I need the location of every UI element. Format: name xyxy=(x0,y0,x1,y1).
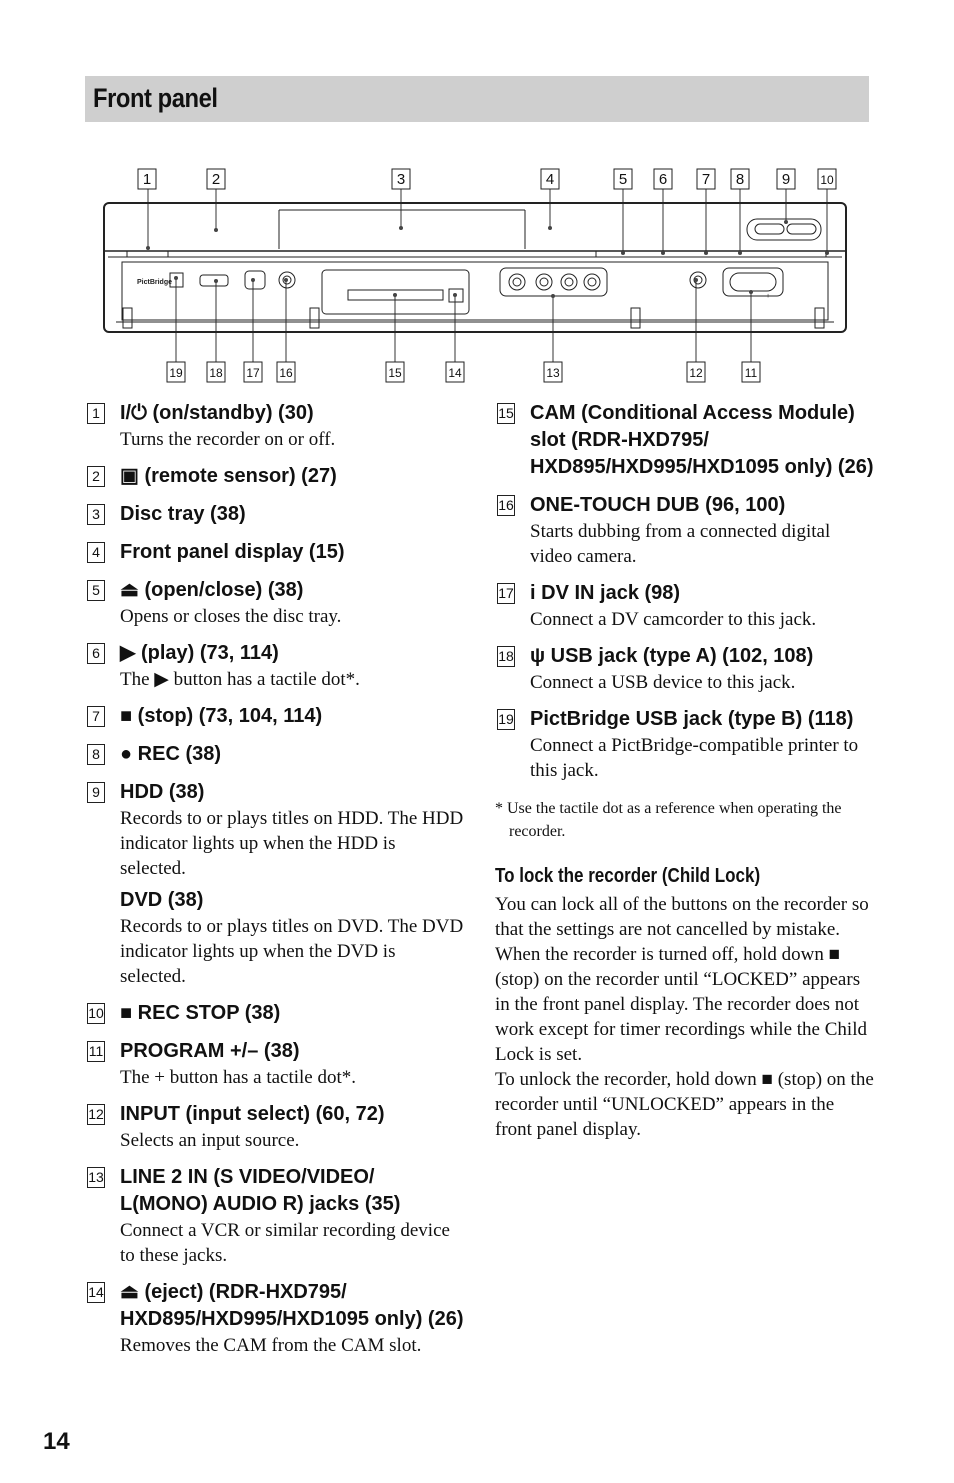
item-title xyxy=(530,400,875,481)
recorder-illustration xyxy=(104,203,846,332)
item-title xyxy=(120,577,465,604)
jack xyxy=(509,274,525,290)
callout-11 xyxy=(742,362,760,382)
footnote: * Use the tactile dot as a reference when operating the recorder. xyxy=(495,800,842,840)
callout-5 xyxy=(614,169,632,189)
svg-text:8: 8 xyxy=(735,171,745,188)
usb-icon: ψ xyxy=(530,645,546,667)
svg-text:13: 13 xyxy=(546,366,560,380)
child-lock-paragraph: You can lock all of the buttons on the recorder so that the settings are not cancelled by mistake. xyxy=(495,894,869,940)
list-item xyxy=(85,1279,465,1358)
callout-19 xyxy=(167,362,185,382)
list-item xyxy=(85,400,465,452)
list-item xyxy=(85,463,465,490)
leader-dot xyxy=(214,279,218,283)
list-item xyxy=(85,1164,465,1268)
callout-3 xyxy=(392,169,410,189)
remote-sensor-icon: ▣ xyxy=(120,465,139,487)
item-title-text: Disc tray (38) xyxy=(120,503,246,525)
list-item xyxy=(495,706,875,783)
leader-dot xyxy=(738,251,742,255)
program-plus-label: + xyxy=(766,293,771,300)
leader-dot xyxy=(784,220,788,224)
item-title-text: PROGRAM +/– (38) xyxy=(120,1040,300,1062)
svg-text:12: 12 xyxy=(689,366,703,380)
item-title-text: (remote sensor) (27) xyxy=(144,465,337,487)
svg-text:19: 19 xyxy=(169,366,183,380)
section-title: Front panel xyxy=(93,83,218,113)
item-number: 7 xyxy=(87,706,105,727)
item-title-text: REC (38) xyxy=(137,743,222,765)
svg-text:7: 7 xyxy=(701,171,711,188)
jack xyxy=(536,274,552,290)
item-title xyxy=(120,463,465,490)
item-number: 11 xyxy=(87,1041,105,1062)
item-title xyxy=(120,1000,465,1027)
list-item xyxy=(85,1101,465,1153)
list-item xyxy=(85,501,465,528)
callout-13 xyxy=(544,362,562,382)
item-desc: The + button has a tactile dot*. xyxy=(120,1067,357,1088)
item-number: 14 xyxy=(87,1282,105,1303)
item-desc: Selects an input source. xyxy=(120,1130,300,1151)
item-number: 15 xyxy=(497,403,515,424)
leader-dot xyxy=(749,290,753,294)
item-title-text: DV IN jack (98) xyxy=(541,582,681,604)
stop-icon: ■ xyxy=(828,944,841,965)
list-item xyxy=(85,640,465,692)
item-title xyxy=(120,640,465,667)
eject-icon: ⏏ xyxy=(120,1281,139,1303)
description-column-left xyxy=(85,400,465,1369)
pictbridge-label: PictBridge xyxy=(137,279,173,286)
item-number: 12 xyxy=(87,1104,105,1125)
item-title-text: (on/standby) (30) xyxy=(152,402,314,424)
leader-dot xyxy=(694,278,698,282)
item-title xyxy=(120,400,465,427)
svg-text:15: 15 xyxy=(388,366,402,380)
callout-8 xyxy=(731,169,749,189)
svg-text:6: 6 xyxy=(658,171,668,188)
play-icon: ▶ xyxy=(154,669,169,690)
item-desc-text: button has a tactile dot*. xyxy=(173,669,360,690)
jack xyxy=(561,274,577,290)
svg-text:1: 1 xyxy=(142,171,152,188)
item-title-text: (stop) (73, 104, 114) xyxy=(137,705,323,727)
leader-dot xyxy=(214,228,218,232)
svg-text:18: 18 xyxy=(209,366,223,380)
list-item xyxy=(85,779,465,989)
power-icon: I/⏻ xyxy=(120,402,147,424)
leader-dot xyxy=(548,226,552,230)
svg-text:4: 4 xyxy=(545,171,555,188)
item-title xyxy=(120,1279,465,1333)
list-item xyxy=(495,400,875,481)
item-number: 2 xyxy=(87,466,105,487)
item-number: 17 xyxy=(497,583,515,604)
callout-1 xyxy=(138,169,156,189)
svg-text:17: 17 xyxy=(246,366,260,380)
item-title xyxy=(120,1101,465,1128)
program-minus-label: – xyxy=(735,293,739,300)
jack-inner xyxy=(565,278,573,286)
leader-dot xyxy=(453,293,457,297)
item-title-text: PictBridge USB jack (type B) (118) xyxy=(530,708,854,730)
list-item xyxy=(85,539,465,566)
item-number: 8 xyxy=(87,744,105,765)
item-title xyxy=(120,501,465,528)
item-desc: Records to or plays titles on HDD. The HDD indicator lights up when the HDD is selected. xyxy=(120,808,464,879)
leader-dot xyxy=(825,251,829,255)
callout-4 xyxy=(541,169,559,189)
item-title xyxy=(530,492,875,519)
item-number: 10 xyxy=(87,1003,105,1024)
list-item xyxy=(85,703,465,730)
item-title-text: (play) (73, 114) xyxy=(140,642,279,664)
svg-text:9: 9 xyxy=(781,171,791,188)
item-title-text: Front panel display (15) xyxy=(120,541,345,563)
leader-dot xyxy=(146,246,150,250)
item-title xyxy=(120,1038,465,1065)
list-item xyxy=(85,741,465,768)
jack-inner xyxy=(513,278,521,286)
leader-dot xyxy=(704,251,708,255)
item-title xyxy=(120,1164,465,1218)
item-title xyxy=(120,779,465,806)
stop-icon: ■ xyxy=(120,705,133,727)
eject-icon: ⏏ xyxy=(120,579,139,601)
callout-17 xyxy=(244,362,262,382)
item-number: 1 xyxy=(87,403,105,424)
list-item xyxy=(495,643,875,695)
rec-icon: ● xyxy=(120,743,133,765)
leader-dot xyxy=(399,226,403,230)
item-title-text: ONE-TOUCH DUB (96, 100) xyxy=(530,494,786,516)
item-title-text: REC STOP (38) xyxy=(137,1002,281,1024)
stop-icon: ■ xyxy=(120,1002,133,1024)
list-item xyxy=(85,1000,465,1027)
leader-dot xyxy=(661,251,665,255)
item-title-text: INPUT (input select) (60, 72) xyxy=(120,1103,385,1125)
item-number: 19 xyxy=(497,709,515,730)
svg-text:16: 16 xyxy=(279,366,293,380)
callout-16 xyxy=(277,362,295,382)
callout-15 xyxy=(386,362,404,382)
item-title-text: (eject) (RDR-HXD795/ HXD895/HXD995/HXD1095 only) (26) xyxy=(120,1281,464,1330)
svg-text:3: 3 xyxy=(396,171,406,188)
callout-9 xyxy=(777,169,795,189)
item-title xyxy=(120,703,465,730)
stop-icon: ■ xyxy=(761,1069,773,1090)
svg-text:14: 14 xyxy=(448,366,462,380)
leader-dot xyxy=(251,278,255,282)
page-number: 14 xyxy=(43,1428,70,1455)
leader-dot xyxy=(174,276,178,280)
item-title-text: CAM (Conditional Access Module) slot (RDR-HXD795/ HXD895/HXD995/HXD1095 only) (26) xyxy=(530,402,874,478)
item-title xyxy=(530,643,875,670)
leader-dot xyxy=(393,293,397,297)
callout-2 xyxy=(207,169,225,189)
list-item xyxy=(495,492,875,569)
item-number: 18 xyxy=(497,646,515,667)
item-title xyxy=(120,539,465,566)
callout-18 xyxy=(207,362,225,382)
description-column-right xyxy=(495,400,875,1142)
item-desc: Starts dubbing from a connected digital video camera. xyxy=(530,521,831,567)
item-title-text: USB jack (type A) (102, 108) xyxy=(550,645,814,667)
item-desc-text: The xyxy=(120,669,150,690)
dv-icon: i xyxy=(530,582,536,604)
svg-text:11: 11 xyxy=(744,366,758,380)
item-desc: Connect a DV camcorder to this jack. xyxy=(530,609,817,630)
leader-dot xyxy=(621,251,625,255)
item-desc xyxy=(120,667,465,692)
item-title xyxy=(530,580,875,607)
item-desc: Turns the recorder on or off. xyxy=(120,429,336,450)
jack-inner xyxy=(588,278,596,286)
svg-text:10: 10 xyxy=(820,173,834,187)
item-number: 16 xyxy=(497,495,515,516)
callout-12 xyxy=(687,362,705,382)
leader-dot xyxy=(284,278,288,282)
svg-text:2: 2 xyxy=(211,171,221,188)
item-number: 9 xyxy=(87,782,105,803)
callout-6 xyxy=(654,169,672,189)
callout-10 xyxy=(818,169,836,189)
leader-dot xyxy=(551,294,555,298)
callout-7 xyxy=(697,169,715,189)
item-desc: Connect a VCR or similar recording device to these jacks. xyxy=(120,1220,450,1266)
item-title xyxy=(120,741,465,768)
item-sub-desc: Records to or plays titles on DVD. The DVD indicator lights up when the DVD is selected. xyxy=(120,916,464,987)
item-desc: Opens or closes the disc tray. xyxy=(120,606,342,627)
item-title xyxy=(530,706,875,733)
item-title-text: HDD (38) xyxy=(120,781,205,803)
child-lock-heading: To lock the recorder (Child Lock) xyxy=(495,865,761,887)
front-panel-diagram xyxy=(0,0,954,400)
item-number: 3 xyxy=(87,504,105,525)
child-lock-paragraph: When the recorder is turned off, hold down ■ (stop) on the recorder until “LOCKED” appears in the front panel display. The recorder does not work except for timer recordings while the Child Lock is set. xyxy=(495,944,867,1065)
item-number: 5 xyxy=(87,580,105,601)
list-item xyxy=(495,580,875,632)
play-icon: ▶ xyxy=(120,642,136,664)
item-number: 13 xyxy=(87,1167,105,1188)
item-desc: Connect a USB device to this jack. xyxy=(530,672,796,693)
jack xyxy=(584,274,600,290)
child-lock-paragraph: To unlock the recorder, hold down ■ (stop) on the recorder until “UNLOCKED” appears in the front panel display. xyxy=(495,1069,874,1140)
item-number: 4 xyxy=(87,542,105,563)
item-sub-title: DVD (38) xyxy=(120,889,204,911)
list-item xyxy=(85,577,465,629)
svg-text:5: 5 xyxy=(618,171,628,188)
list-item xyxy=(85,1038,465,1090)
child-lock-text xyxy=(495,892,875,1142)
jack-inner xyxy=(540,278,548,286)
item-title-text: (open/close) (38) xyxy=(144,579,304,601)
item-desc: Connect a PictBridge-compatible printer to this jack. xyxy=(530,735,859,781)
item-title-text: LINE 2 IN (S VIDEO/VIDEO/ L(MONO) AUDIO R) jacks (35) xyxy=(120,1166,401,1215)
callout-14 xyxy=(446,362,464,382)
item-number: 6 xyxy=(87,643,105,664)
item-desc: Removes the CAM from the CAM slot. xyxy=(120,1335,422,1356)
